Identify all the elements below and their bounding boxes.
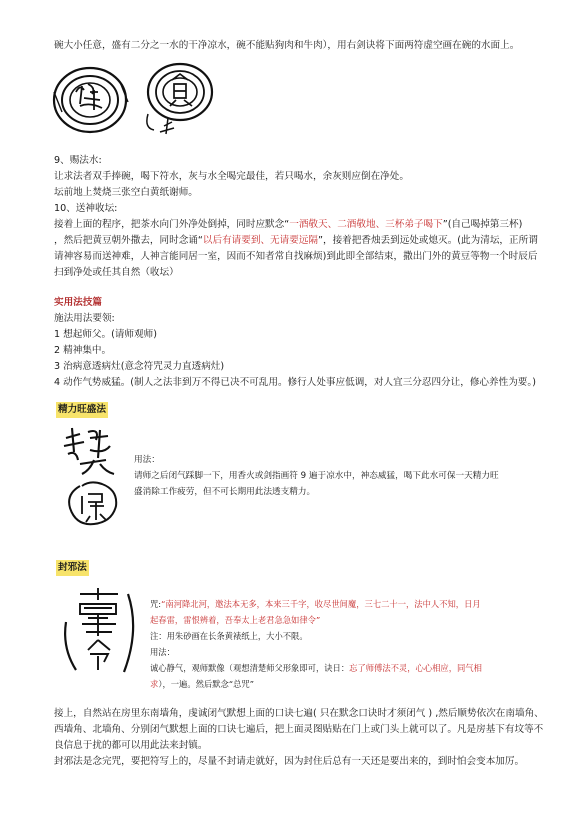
sec10-line1-a: 接着上面的程序，把茶水向门外净处倒掉，同时应默念“: [54, 219, 290, 230]
closing-l1: 接上，自然站在房里东南墙角，虔诚闭气默想上面的口诀七遍( 只在默念口诀时才须闭气 ) ,然后顺势依次在南墙角、: [54, 708, 544, 719]
sec9-line1: 让求法者双手捧碗，喝下符水，灰与水全喝完最佳，若只喝水，余灰则应倒在净处。: [54, 171, 409, 182]
practical-l4: 3 治病意透病灶(意念符咒灵力直透病灶): [54, 361, 225, 372]
practical-l2: 1 想起师父。(请师观师): [54, 329, 157, 340]
intro-line: 碗大小任意，盛有二分之一水的干净凉水，碗不能贴狗肉和牛肉），用右剑诀将下面两符虚空画在碗的水面上。: [54, 40, 520, 51]
fengxie-use-line2: [150, 676, 578, 692]
sec10-line2-red: 以后有请要到、无请要远隔: [202, 235, 319, 246]
fengxie-zhou-red2: 起春雷，雷恨辨着，吾奉太上老君急急如律令”: [150, 615, 321, 625]
sec9-line2: 坛前地上焚烧三张空白黄纸谢师。: [54, 187, 198, 198]
sec10-line2-b: ”，接着把香烛丢到远处或熄灭。(此为清坛，正所谓: [318, 235, 538, 246]
talisman-huafu-icon: [50, 62, 130, 138]
practical-l5: 4 动作气势威猛。(制人之法非到万不得已决不可乱用。修行人处事应低调，对人宜三分忍四分让，修心养性为要。): [54, 377, 536, 388]
closing-l2: 西墙角、北墙角、分别闭气默想上面的口诀七遍后，把上面灵图贴贴在门上或门头上就可以了。凡是房基下有坟等不: [54, 724, 544, 735]
sec10-heading: 10、送神收坛:: [54, 203, 118, 214]
talisman-shifu-icon: [142, 58, 222, 138]
practical-l1: 施法用法要领:: [54, 313, 115, 324]
sec10-line1-red: 一酒敬天、二酒敬地、三杯弟子喝下: [289, 219, 443, 230]
sec10-line2-a: ，然后把黄豆朝外撒去，同时念诵“: [54, 235, 203, 246]
sec10-line1: [54, 217, 534, 233]
sec10-line3: 请神容易而送神难，人神言能同居一室，因而不知者常自找麻烦)到此即全部结束，撒出门外的黄豆等物一个时辰后: [54, 251, 538, 262]
fengxie-zhou-label: 咒:: [150, 599, 162, 609]
fengxie-use2-b: ），一遍。然后默念“总咒”: [158, 679, 255, 689]
practical-title: 实用法技篇: [54, 297, 102, 308]
talisman-jingli-icon: [60, 424, 132, 542]
practical-l3: 2 精神集中。: [54, 345, 112, 356]
closing-l3: 良信息于扰的都可以用此法来封镇。: [54, 740, 208, 751]
fengxie-use1-a: 诚心静气，观师默像（观想清楚师父形象即可，诀日：: [150, 663, 350, 673]
fengxie-usage-label: 用法：: [150, 647, 175, 657]
jingli-usage-label: 用法：: [134, 455, 160, 465]
fengxie-zhou-line1: [150, 596, 578, 612]
fengxie-zhou-red1: “南河降北河，邀法本无多，本来三千字，收尽世间魔，三七二十一，法中人不知，日月: [161, 599, 481, 609]
sec10-line1-b: ”(自己喝掉第三杯): [442, 219, 523, 230]
jingli-title: 精力旺盛法: [56, 402, 108, 418]
jingli-text1: 请师之后闭气踩脚一下，用香火或剑指画符 9 遍于凉水中，神态威猛，喝下此水可保一天精力旺: [134, 471, 499, 481]
sec9-heading: 9、赐法水:: [54, 155, 102, 166]
talisman-fengxie-icon: [58, 586, 140, 678]
sec10-line2: [54, 233, 538, 249]
closing-l4: 封邪法是念完咒，要把符写上的，尽量不封请走就好，因为封住后总有一天还是要出来的，到时怕会变本加厉。: [54, 756, 525, 767]
fengxie-use1-red: 忘了师傅法不灵，心心相应，同气相: [349, 663, 482, 673]
jingli-text2: 盛消除工作疲劳，但不可长期用此法透支精力。: [134, 487, 316, 497]
fengxie-use-line1: [150, 660, 578, 676]
fengxie-note: 注：用朱砂画在长条黄裱纸上，大小不限。: [150, 631, 308, 641]
fengxie-title: 封邪法: [56, 560, 89, 576]
fengxie-use2-red: 求: [150, 679, 159, 689]
sec10-line4: 扫到净处或任其自然（收坛）: [54, 267, 179, 278]
